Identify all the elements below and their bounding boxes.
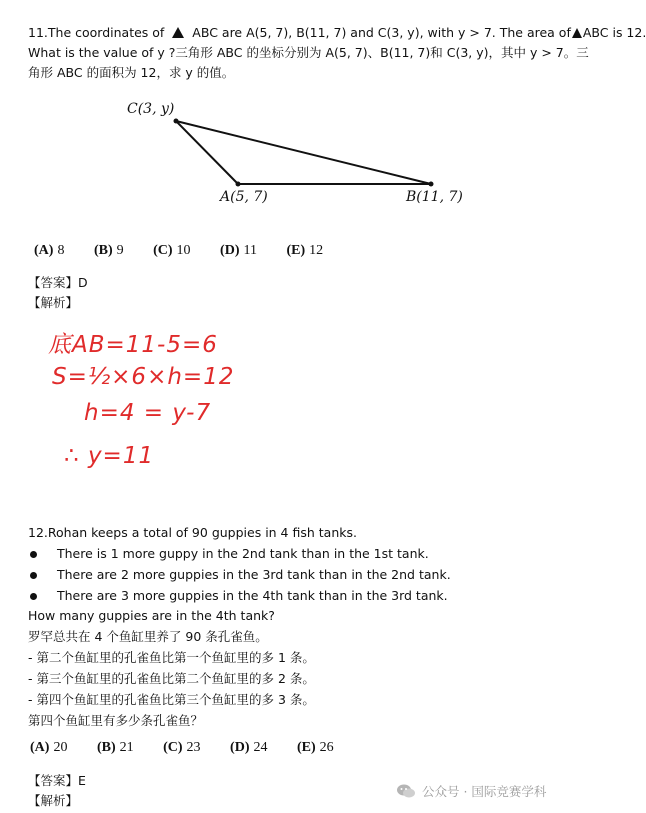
q12-cn-line-4: - 第四个鱼缸里的孔雀鱼比第三个鱼缸里的多 3 条。 (28, 692, 315, 707)
q11-choice-e: (E) 12 (286, 243, 324, 258)
label-b: B(11, 7) (406, 189, 463, 205)
handwriting-line-1: 底AB=11-5=6 (48, 332, 218, 358)
q12-choice-a: (A) 20 (30, 740, 68, 755)
q12-choice-d: (D) 24 (230, 740, 268, 755)
bullet-icon (30, 593, 37, 600)
label-a: A(5, 7) (220, 189, 268, 205)
q12-cn-line-5: 第四个鱼缸里有多少条孔雀鱼？ (28, 713, 204, 728)
side-ca (176, 121, 238, 184)
q11-line3: 角形 ABC 的面积为 12，求 y 的值。 (28, 65, 235, 80)
q11-choice-d: (D) 11 (220, 243, 257, 258)
q11-intro: The coordinates of (47, 25, 165, 40)
q11-choice-b: (B) 9 (93, 243, 124, 258)
bullet-icon (30, 572, 37, 579)
side-cb (176, 121, 431, 184)
q11-answer: 【答案】D (28, 275, 88, 290)
watermark (396, 782, 546, 800)
point-b (429, 182, 434, 187)
q12-bullet-1: There is 1 more guppy in the 2nd tank than in the 1st tank. (30, 546, 429, 562)
q12-bullet-2: There are 2 more guppies in the 3rd tank than in the 2nd tank. (30, 567, 451, 583)
q11-choice-c: (C) 10 (153, 243, 191, 258)
wechat-icon (396, 783, 416, 799)
handwriting-line-2: S=½×6×h=12 (52, 364, 235, 390)
q11-after-tri2: ABC is 12. (582, 25, 646, 40)
q12-bullet-3: There are 3 more guppies in the 4th tank than in the 3rd tank. (30, 588, 448, 604)
q12-choices (30, 740, 360, 756)
q11-choice-a: (A) 8 (34, 243, 65, 258)
q12-answer: 【答案】E (28, 773, 86, 788)
q12-cn-line-3: - 第三个鱼缸里的孔雀鱼比第二个鱼缸里的多 2 条。 (28, 671, 315, 686)
q11-after-tri: ABC are A(5, 7), B(11, 7) and C(3, y), with y > 7. The area of (192, 25, 571, 40)
q12-choice-c: (C) 23 (163, 740, 201, 755)
q11-choices (34, 243, 349, 259)
bullet-icon (30, 551, 37, 558)
watermark-text: 公众号 · 国际竞赛学科 (422, 784, 547, 799)
triangle-diagram (0, 0, 603, 230)
q12-choice-b: (B) 21 (96, 740, 134, 755)
q11-line2: What is the value of y ?三角形 ABC 的坐标分别为 A(5, 7)、B(11, 7)和 C(3, y)，其中 y > 7。三 (28, 45, 589, 60)
q12-analysis-label: 【解析】 (28, 793, 79, 808)
handwriting-line-4: ∴ y=11 (64, 443, 155, 469)
q12-cn-line-1: 罗罕总共在 4 个鱼缸里养了 90 条孔雀鱼。 (28, 629, 268, 644)
point-a (236, 182, 241, 187)
q12-question: How many guppies are in the 4th tank? (28, 608, 275, 623)
label-c: C(3, y) (127, 101, 175, 117)
q11-number: 11. (28, 25, 48, 40)
q11-analysis-label: 【解析】 (28, 295, 79, 310)
point-c (174, 119, 179, 124)
handwriting-line-3: h=4 = y-7 (84, 400, 212, 426)
q12-cn-line-2: - 第二个鱼缸里的孔雀鱼比第一个鱼缸里的多 1 条。 (28, 650, 315, 665)
q12-choice-e: (E) 26 (296, 740, 334, 755)
q12-line1: 12.Rohan keeps a total of 90 guppies in 4 fish tanks. (28, 525, 357, 540)
